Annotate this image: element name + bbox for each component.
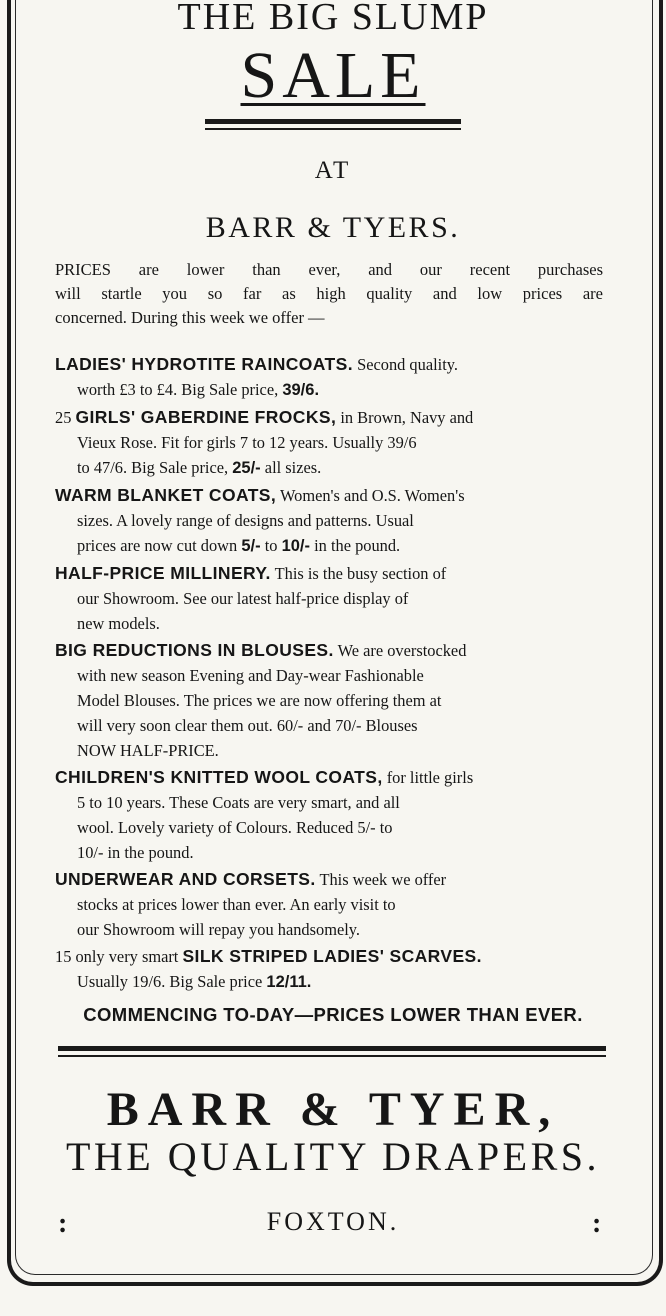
- item-price: 10/-: [281, 537, 310, 555]
- store-name: BARR & TYERS.: [205, 211, 461, 244]
- item-text: will very soon clear them out. 60/- and 70/- Blouses: [77, 716, 418, 735]
- item-text: Second quality.: [357, 355, 458, 374]
- intro-line: concerned. During this week we offer —: [55, 308, 325, 327]
- headline-rule-thick: [205, 119, 461, 124]
- sale-items-list: [55, 352, 603, 997]
- item-text: to 47/6. Big Sale price,: [77, 458, 229, 477]
- intro-paragraph: [55, 258, 603, 330]
- item-heading: UNDERWEAR AND CORSETS.: [55, 869, 316, 889]
- item-heading: WARM BLANKET COATS,: [55, 485, 277, 505]
- item-heading: CHILDREN'S KNITTED WOOL COATS,: [55, 767, 383, 787]
- item-lead: 15 only very smart: [55, 947, 179, 966]
- item-text: prices are now cut down: [77, 536, 238, 555]
- item-heading: SILK STRIPED LADIES' SCARVES.: [182, 946, 482, 966]
- at-label: AT: [314, 157, 352, 184]
- item-text: Model Blouses. The prices we are now offering them at: [77, 691, 442, 710]
- right-colon-ornament: :: [592, 1208, 602, 1239]
- commencing-banner: COMMENCING TO-DAY—PRICES LOWER THAN EVER.: [83, 1004, 583, 1025]
- intro-line: will startle you so far as high quality and low prices are: [55, 284, 603, 303]
- headline-sale: SALE: [240, 39, 426, 112]
- item-text: Women's and O.S. Women's: [279, 486, 465, 505]
- item-price: 5/-: [241, 537, 261, 555]
- footer-tagline: THE QUALITY DRAPERS.: [65, 1134, 601, 1179]
- left-colon-ornament: :: [58, 1208, 68, 1239]
- item-blanket-coats: [55, 483, 603, 559]
- item-text: for little girls: [386, 768, 474, 787]
- item-text: Vieux Rose. Fit for girls 7 to 12 years. Usually 39/6: [77, 433, 417, 452]
- item-text: all sizes.: [264, 458, 322, 477]
- footer-town: FOXTON.: [266, 1207, 400, 1236]
- item-text: to: [264, 536, 278, 555]
- item-text: in the pound.: [314, 536, 401, 555]
- item-raincoats: [55, 352, 603, 403]
- item-underwear: [55, 867, 603, 942]
- item-millinery: [55, 561, 603, 636]
- item-price: 12/11.: [266, 973, 312, 991]
- item-text: our Showroom will repay you handsomely.: [77, 920, 361, 939]
- footer-rule-thin: [58, 1055, 606, 1057]
- item-lead: 25: [55, 408, 72, 427]
- item-heading: BIG REDUCTIONS IN BLOUSES.: [55, 640, 334, 660]
- item-text: in Brown, Navy and: [340, 408, 474, 427]
- footer-rule-thick: [58, 1046, 606, 1051]
- item-text: sizes. A lovely range of designs and patterns. Usual: [77, 511, 414, 530]
- item-heading: HALF-PRICE MILLINERY.: [55, 563, 271, 583]
- item-frocks: [55, 405, 603, 481]
- footer-store-name: BARR & TYER,: [106, 1083, 560, 1136]
- item-text: 10/- in the pound.: [77, 843, 194, 862]
- item-price: 25/-: [232, 459, 261, 477]
- intro-line: PRICES are lower than ever, and our recent purchases: [55, 260, 603, 279]
- headline-rule-thin: [205, 128, 461, 130]
- item-price: 39/6.: [282, 381, 320, 399]
- item-text: This is the busy section of: [274, 564, 447, 583]
- item-heading: LADIES' HYDROTITE RAINCOATS.: [55, 354, 353, 374]
- item-wool-coats: [55, 765, 603, 865]
- item-text: 5 to 10 years. These Coats are very smart, and all: [77, 793, 400, 812]
- item-scarves: [55, 944, 603, 995]
- item-text: new models.: [77, 614, 160, 633]
- item-text: Usually 19/6. Big Sale price: [77, 972, 263, 991]
- item-text: worth £3 to £4. Big Sale price,: [77, 380, 279, 399]
- item-text: wool. Lovely variety of Colours. Reduced 5/- to: [77, 818, 393, 837]
- item-blouses: [55, 638, 603, 763]
- item-text: our Showroom. See our latest half-price display of: [77, 589, 409, 608]
- item-text: This week we offer: [319, 870, 447, 889]
- item-text: We are overstocked: [337, 641, 467, 660]
- headline-top: THE BIG SLUMP: [177, 0, 489, 38]
- item-heading: GIRLS' GABERDINE FROCKS,: [75, 407, 337, 427]
- item-text: stocks at prices lower than ever. An early visit to: [77, 895, 396, 914]
- item-text: NOW HALF-PRICE.: [77, 741, 219, 760]
- item-text: with new season Evening and Day-wear Fashionable: [77, 666, 424, 685]
